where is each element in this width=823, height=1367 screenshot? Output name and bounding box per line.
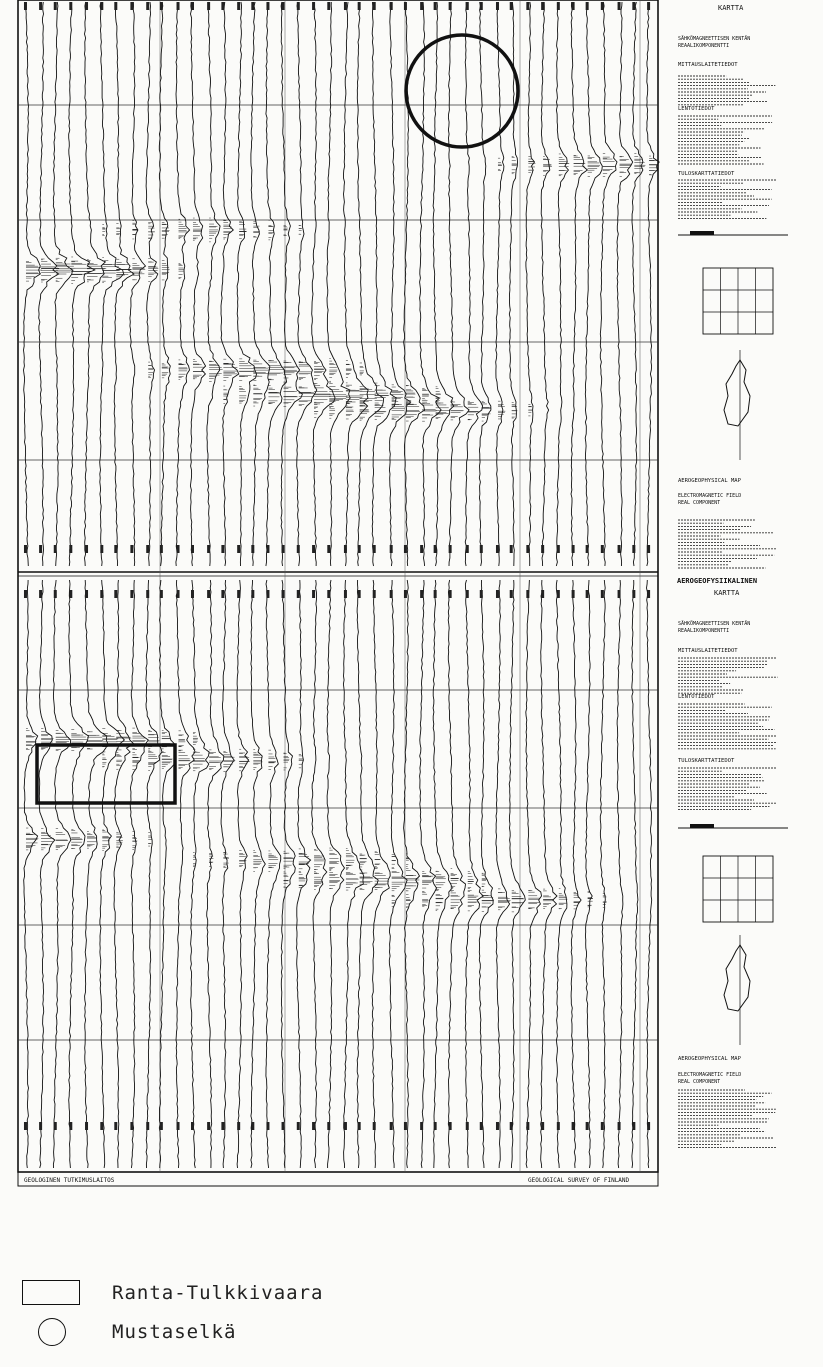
line-number-tick: [207, 2, 210, 10]
flight-line-trace: [343, 580, 363, 1168]
line-number-tick: [24, 590, 27, 598]
bottom-subtitle-en-1: ELECTROMAGNETIC FIELD: [678, 1072, 742, 1078]
line-number-tick: [586, 2, 589, 10]
line-number-tick: [160, 2, 163, 10]
line-number-tick: [39, 1122, 42, 1130]
line-number-tick: [114, 1122, 117, 1130]
line-number-tick: [100, 590, 103, 598]
line-number-tick: [54, 1122, 57, 1130]
legend-label-ranta-tulkkivaara: Ranta-Tulkkivaara: [112, 1281, 324, 1304]
line-number-tick: [312, 545, 315, 553]
line-number-tick: [130, 2, 133, 10]
line-number-tick: [510, 545, 513, 553]
line-number-tick: [191, 2, 194, 10]
line-number-tick: [39, 590, 42, 598]
legend-item-rectangle: [20, 1280, 323, 1305]
line-number-tick: [207, 590, 210, 598]
line-number-tick: [526, 2, 529, 10]
line-number-tick: [466, 2, 469, 10]
line-number-tick: [586, 590, 589, 598]
flight-line-trace: [24, 2, 41, 566]
line-number-tick: [373, 1122, 376, 1130]
flight-line-trace: [251, 2, 270, 566]
flight-line-trace: [600, 580, 605, 1168]
scale-bar-mark: [690, 824, 714, 828]
line-number-tick: [114, 2, 117, 10]
line-number-tick: [420, 1122, 423, 1130]
flight-line-trace: [159, 580, 176, 1168]
flight-line-trace: [207, 2, 220, 566]
line-number-tick: [601, 590, 604, 598]
line-number-tick: [526, 1122, 529, 1130]
line-number-tick: [358, 2, 361, 10]
line-number-tick: [390, 1122, 393, 1130]
flight-line-trace: [296, 2, 316, 566]
flight-line-trace: [541, 2, 550, 566]
line-number-tick: [207, 545, 210, 553]
line-number-tick: [632, 590, 635, 598]
ranta-tulkkivaara-marker: [37, 745, 175, 803]
line-number-tick: [647, 590, 650, 598]
line-number-tick: [327, 1122, 330, 1130]
line-number-tick: [434, 590, 437, 598]
line-number-tick: [100, 545, 103, 553]
line-number-tick: [130, 545, 133, 553]
line-number-tick: [480, 590, 483, 598]
line-number-tick: [373, 2, 376, 10]
flight-line-trace: [266, 580, 281, 1168]
flight-line-trace: [53, 580, 71, 1168]
flight-line-trace: [647, 580, 652, 1168]
line-number-tick: [146, 1122, 149, 1130]
line-number-tick: [100, 2, 103, 10]
flight-line-trace: [526, 580, 542, 1168]
line-number-tick: [466, 545, 469, 553]
line-number-tick: [146, 590, 149, 598]
line-number-tick: [237, 545, 240, 553]
line-number-tick: [601, 1122, 604, 1130]
line-number-tick: [130, 590, 133, 598]
flight-line-trace: [479, 2, 491, 566]
line-number-tick: [177, 2, 180, 10]
line-number-tick: [177, 545, 180, 553]
line-number-tick: [266, 590, 269, 598]
line-number-tick: [420, 545, 423, 553]
flight-line-trace: [191, 580, 210, 1168]
line-number-tick: [24, 545, 27, 553]
flight-line-trace: [130, 2, 146, 566]
line-number-tick: [557, 545, 560, 553]
flight-line-trace: [24, 580, 38, 1168]
line-number-tick: [327, 590, 330, 598]
line-number-tick: [251, 1122, 254, 1130]
line-number-tick: [434, 545, 437, 553]
flight-line-trace: [146, 2, 158, 566]
line-number-tick: [480, 545, 483, 553]
line-number-tick: [510, 1122, 513, 1130]
line-number-tick: [251, 2, 254, 10]
line-number-tick: [39, 2, 42, 10]
line-number-tick: [390, 2, 393, 10]
line-number-tick: [130, 1122, 133, 1130]
flight-line-trace: [509, 580, 525, 1168]
flight-line-trace: [327, 580, 344, 1168]
line-number-tick: [449, 2, 452, 10]
line-number-tick: [282, 590, 285, 598]
legend: [0, 1262, 823, 1367]
top-section-1: MITTAUSLAITETIEDOT: [678, 62, 738, 68]
line-number-tick: [85, 1122, 88, 1130]
flight-line-trace: [344, 2, 369, 566]
flight-line-trace: [114, 2, 134, 566]
line-number-tick: [449, 1122, 452, 1130]
line-number-tick: [297, 2, 300, 10]
line-number-tick: [100, 1122, 103, 1130]
line-number-tick: [541, 1122, 544, 1130]
line-number-tick: [69, 1122, 72, 1130]
line-number-tick: [449, 545, 452, 553]
flight-line-trace: [39, 580, 55, 1168]
flight-line-trace: [448, 580, 465, 1168]
line-number-tick: [618, 545, 621, 553]
line-number-tick: [251, 590, 254, 598]
line-number-tick: [344, 590, 347, 598]
line-number-tick: [85, 590, 88, 598]
line-number-tick: [404, 590, 407, 598]
flight-line-trace: [237, 580, 249, 1168]
flight-line-trace: [526, 2, 535, 566]
bottom-subtitle-en-2: REAL COMPONENT: [678, 1079, 721, 1085]
line-number-tick: [586, 545, 589, 553]
line-number-tick: [647, 545, 650, 553]
bottom-section-3: TULOSKARTTATIEDOT: [678, 758, 735, 764]
flight-line-trace: [496, 580, 510, 1168]
line-number-tick: [266, 1122, 269, 1130]
info-panel-fine-print: [678, 76, 788, 1148]
line-number-tick: [541, 545, 544, 553]
coordinate-grid: [18, 0, 658, 1172]
scale-bar-mark: [690, 231, 714, 235]
line-number-tick: [373, 545, 376, 553]
line-number-tick: [390, 590, 393, 598]
line-number-tick: [177, 590, 180, 598]
flight-line-trace: [221, 580, 234, 1168]
line-number-tick: [358, 545, 361, 553]
line-number-tick: [297, 545, 300, 553]
flight-line-trace: [100, 580, 125, 1168]
line-number-tick: [510, 2, 513, 10]
line-number-tick: [404, 545, 407, 553]
legend-label-mustaselka: Mustaselkä: [112, 1321, 237, 1343]
flight-line-trace: [632, 2, 643, 566]
mustaselka-marker: [406, 35, 518, 147]
line-number-tick: [297, 590, 300, 598]
bottom-title-fi-1: AEROGEOFYSIIKALINEN: [677, 577, 758, 585]
line-number-tick: [358, 1122, 361, 1130]
flight-line-trace: [312, 2, 335, 566]
bottom-subtitle-fi-1: SÄHKÖMAGNEETTISEN KENTÄN: [678, 621, 751, 627]
line-number-tick: [480, 1122, 483, 1130]
top-subtitle-fi-2: REAALIKOMPONENTTI: [678, 43, 730, 49]
line-number-tick: [541, 590, 544, 598]
flight-line-trace: [100, 2, 124, 566]
line-number-tick: [618, 1122, 621, 1130]
line-number-tick: [85, 2, 88, 10]
flight-line-trace: [372, 580, 390, 1168]
line-number-tick: [526, 590, 529, 598]
line-number-tick: [586, 1122, 589, 1130]
line-number-tick: [114, 545, 117, 553]
flight-line-trace: [496, 2, 504, 566]
line-number-tick: [221, 2, 224, 10]
bottom-title-fi-2: KARTTA: [714, 589, 740, 597]
line-number-tick: [496, 545, 499, 553]
line-number-tick: [632, 545, 635, 553]
line-number-tick: [221, 545, 224, 553]
line-number-tick: [618, 2, 621, 10]
line-number-tick: [434, 1122, 437, 1130]
line-number-tick: [496, 2, 499, 10]
flight-line-trace: [465, 580, 483, 1168]
line-number-tick: [557, 1122, 560, 1130]
line-number-tick: [420, 2, 423, 10]
line-number-tick: [373, 590, 376, 598]
line-number-tick: [618, 590, 621, 598]
flight-line-trace: [266, 2, 287, 566]
line-number-tick: [480, 2, 483, 10]
flight-line-trace: [312, 580, 327, 1168]
bottom-section-2: LENTOTIEDOT: [678, 694, 715, 700]
flight-line-trace: [207, 580, 224, 1168]
line-number-tick: [191, 545, 194, 553]
line-number-tick: [344, 1122, 347, 1130]
flight-line-trace: [404, 580, 420, 1168]
top-subtitle-en-2: REAL COMPONENT: [678, 500, 721, 506]
line-number-tick: [632, 2, 635, 10]
line-number-tick: [237, 2, 240, 10]
line-number-tick: [434, 2, 437, 10]
line-number-tick: [54, 545, 57, 553]
top-section-2: LENTOTIEDOT: [678, 106, 715, 112]
line-number-tick: [344, 2, 347, 10]
line-number-tick: [39, 545, 42, 553]
flight-line-trace: [571, 580, 581, 1168]
flight-line-traces: [24, 2, 660, 1168]
line-number-tick: [191, 1122, 194, 1130]
line-number-tick: [526, 545, 529, 553]
line-number-tick: [496, 590, 499, 598]
line-number-tick: [114, 590, 117, 598]
bottom-title-en: AEROGEOPHYSICAL MAP: [678, 1056, 741, 1062]
line-number-tick: [601, 2, 604, 10]
top-subtitle-fi-1: SÄHKÖMAGNEETTISEN KENTÄN: [678, 36, 751, 42]
top-section-3: TULOSKARTTATIEDOT: [678, 171, 735, 177]
line-number-tick: [572, 2, 575, 10]
line-number-tick: [572, 1122, 575, 1130]
footer-right: GEOLOGICAL SURVEY OF FINLAND: [528, 1177, 630, 1184]
line-number-tick: [266, 2, 269, 10]
line-number-tick: [54, 2, 57, 10]
line-number-tick: [237, 1122, 240, 1130]
map-frame: [18, 0, 658, 1172]
line-number-tick: [312, 2, 315, 10]
line-number-tick: [266, 545, 269, 553]
line-number-tick: [496, 1122, 499, 1130]
flight-line-trace: [176, 2, 190, 566]
line-number-tick: [572, 590, 575, 598]
flight-line-trace: [617, 2, 633, 566]
flight-line-trace: [297, 580, 311, 1168]
line-number-tick: [24, 1122, 27, 1130]
flight-line-trace: [221, 2, 239, 566]
top-title-en: AEROGEOPHYSICAL MAP: [678, 478, 741, 484]
line-number-tick: [557, 2, 560, 10]
line-number-tick: [466, 590, 469, 598]
rectangle-symbol-icon: [22, 1280, 80, 1305]
line-number-tick: [282, 1122, 285, 1130]
top-title-fi: KARTTA: [718, 4, 744, 12]
info-panel-bottom: [677, 577, 757, 1085]
line-number-tick: [647, 2, 650, 10]
flight-line-trace: [237, 2, 256, 566]
line-number-tick: [160, 590, 163, 598]
line-number-tick: [390, 545, 393, 553]
line-number-tick: [632, 1122, 635, 1130]
line-number-tick: [420, 590, 423, 598]
line-number-tick: [177, 1122, 180, 1130]
flight-line-trace: [420, 2, 442, 566]
flight-line-trace: [281, 580, 295, 1168]
line-number-tick: [282, 2, 285, 10]
bottom-section-1: MITTAUSLAITETIEDOT: [678, 648, 738, 654]
flight-line-trace: [479, 580, 493, 1168]
circle-symbol-icon: [38, 1318, 66, 1346]
line-number-tick: [344, 545, 347, 553]
line-number-tick: [312, 1122, 315, 1130]
line-number-tick: [146, 2, 149, 10]
line-number-tick: [69, 545, 72, 553]
line-number-tick: [601, 545, 604, 553]
finland-outline: [724, 945, 750, 1011]
flight-line-trace: [556, 2, 568, 566]
line-number-tick: [146, 545, 149, 553]
line-number-tick: [237, 590, 240, 598]
legend-item-circle: [20, 1318, 236, 1346]
flight-line-trace: [632, 580, 638, 1168]
line-number-tick: [647, 1122, 650, 1130]
line-number-tick: [541, 2, 544, 10]
line-number-tick: [24, 2, 27, 10]
line-number-tick: [358, 590, 361, 598]
flight-line-trace: [176, 580, 195, 1168]
flight-line-trace: [327, 2, 350, 566]
flight-line-trace: [190, 2, 205, 566]
bottom-subtitle-fi-2: REAALIKOMPONENTTI: [678, 628, 730, 634]
line-number-tick: [449, 590, 452, 598]
top-subtitle-en-1: ELECTROMAGNETIC FIELD: [678, 493, 742, 499]
flight-line-trace: [541, 580, 557, 1168]
line-number-tick: [297, 1122, 300, 1130]
footer-left: GEOLOGINEN TUTKIMUSLAITOS: [24, 1177, 115, 1184]
line-number-tick: [221, 1122, 224, 1130]
flight-line-trace: [571, 2, 587, 566]
line-number-tick: [160, 545, 163, 553]
line-number-tick: [404, 2, 407, 10]
line-number-tick: [404, 1122, 407, 1130]
line-number-tick: [327, 545, 330, 553]
finland-outline: [724, 360, 750, 426]
line-number-tick: [85, 545, 88, 553]
line-number-tick: [221, 590, 224, 598]
line-number-tick: [69, 590, 72, 598]
line-number-tick: [251, 545, 254, 553]
flight-line-trace: [159, 2, 170, 566]
flight-line-trace: [585, 2, 602, 566]
line-number-tick: [466, 1122, 469, 1130]
flight-line-trace: [617, 580, 623, 1168]
flight-line-trace: [600, 2, 617, 566]
flight-line-trace: [69, 2, 95, 566]
line-number-tick: [510, 590, 513, 598]
flight-line-trace: [357, 2, 383, 566]
line-number-tick: [557, 590, 560, 598]
line-number-tick: [572, 545, 575, 553]
line-number-tick: [327, 2, 330, 10]
line-number-tick: [282, 545, 285, 553]
line-number-tick: [312, 590, 315, 598]
flight-line-trace: [585, 580, 592, 1168]
flight-line-trace: [389, 580, 407, 1168]
line-number-tick: [160, 1122, 163, 1130]
flight-line-trace: [556, 580, 567, 1168]
line-number-tick: [207, 1122, 210, 1130]
line-number-tick: [54, 590, 57, 598]
line-number-tick: [69, 2, 72, 10]
flight-line-trace: [251, 580, 265, 1168]
line-number-tick: [191, 590, 194, 598]
